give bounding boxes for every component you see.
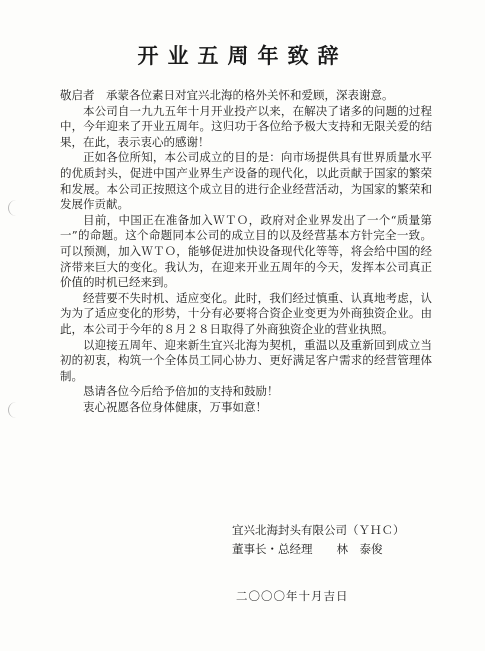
punch-hole-mark	[8, 402, 17, 418]
signature-block	[232, 521, 405, 559]
paragraph: 正如各位所知，本公司成立的目的是：向市场提供具有世界质量水平的优质封头，促进中国产业界生产设备的现代化，以此贡献于国家的繁荣和发展。本公司正按照这个成立目的进行企业经营活动，为国家的繁荣和发展作贡献。	[60, 150, 432, 212]
greeting: 敬启者 承蒙各位素日对宜兴北海的格外关怀和爱顾，深表谢意。	[60, 88, 394, 102]
letter-body	[60, 88, 432, 415]
company-name: 宜兴北海封头有限公司（ＹＨＣ）	[232, 523, 405, 537]
closing-line: 恳请各位今后给予倍加的支持和鼓励！	[83, 384, 279, 399]
signer-name: 林 泰俊	[336, 542, 383, 556]
paragraph: 经营要不失时机、适应变化。此时，我们经过慎重、认真地考虑，认为为了适应变化的形势，十分有必要将合资企业变更为外商独资企业。由此，本公司于今年的８月２８日取得了外商独资企业的营业执照。	[60, 290, 432, 336]
signer-line	[232, 540, 405, 559]
closing-line: 衷心祝愿各位身体健康，万事如意！	[83, 399, 267, 414]
paragraph: 本公司自一九九五年十月开业投产以来，在解决了诸多的问题的过程中，今年迎来了开业五周年。这归功于各位给予极大支持和无限关爱的结果，在此，表示衷心的感谢！	[60, 103, 432, 149]
punch-hole-mark	[8, 200, 17, 216]
signer-position: 董事长・总经理	[232, 542, 313, 556]
letter-date: 二〇〇〇年十月吉日	[236, 589, 349, 603]
page-title: 开业五周年致辞	[137, 43, 348, 68]
paragraph: 以迎接五周年、迎来新生宜兴北海为契机，重温以及重新回到成立当初的初衷，构筑一个全体员工同心协力、更好满足客户需求的经营管理体制。	[60, 337, 432, 383]
paragraph: 目前，中国正在准备加入ＷＴＯ，政府对企业界发出了一个“质量第一”的命题。这个命题同本公司的成立目的以及经营基本方针完全一致。可以预测，加入ＷＴＯ，能够促进加快设备现代化等等，将会给中国的经济带来巨大的变化。我认为，在迎来开业五周年的今天，发挥本公司真正价值的时机已经来到。	[60, 212, 432, 290]
